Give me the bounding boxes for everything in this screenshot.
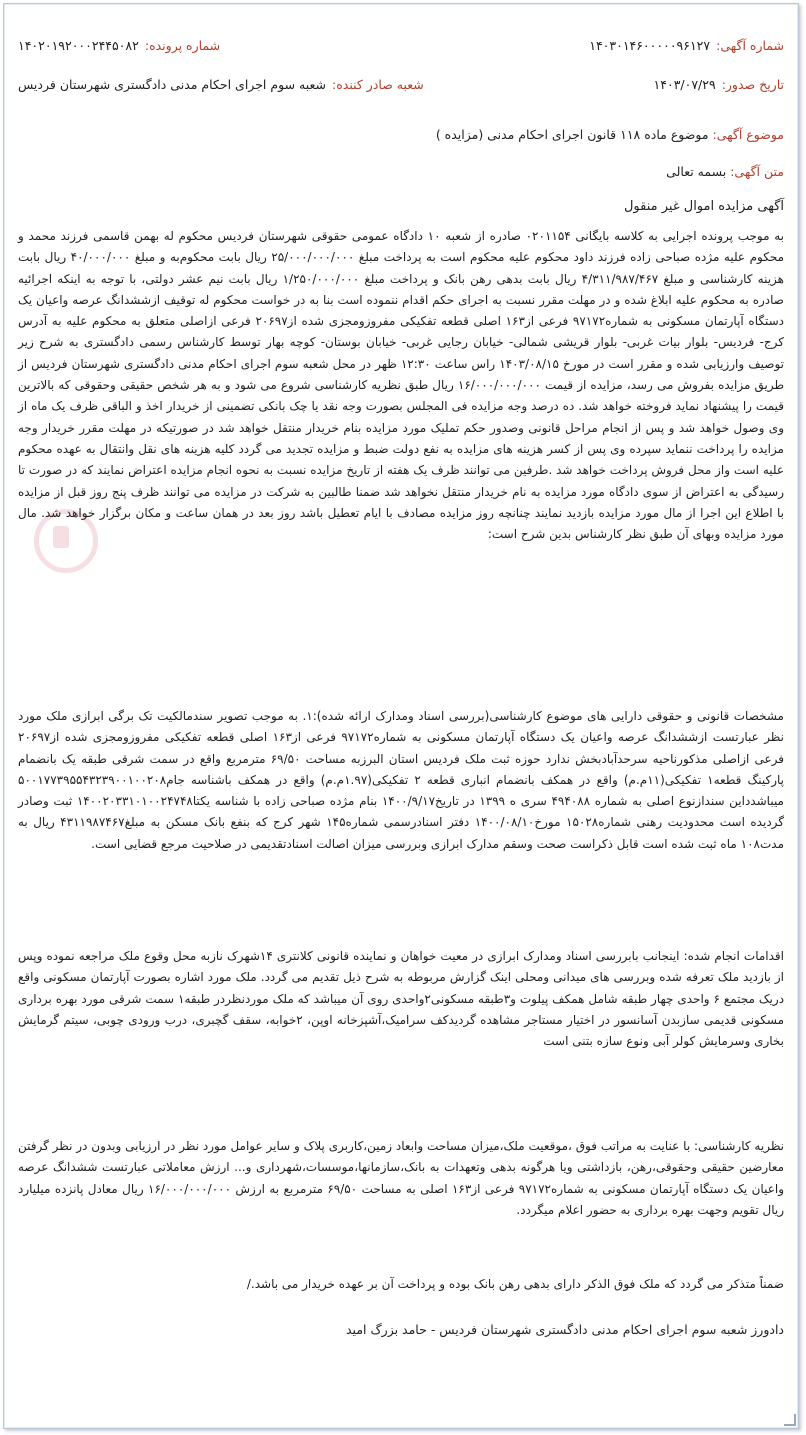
- case-number-label: شماره پرونده:: [144, 38, 221, 53]
- basmala: بسمه تعالی: [666, 164, 727, 179]
- resize-corner-icon: [784, 1414, 796, 1426]
- paragraph-legal-specs: مشخصات قانونی و حقوقی دارایی های موضوع کارشناسی(بررسی اسناد ومدارک ارائه شده):۱. به موجب تصویر سندمالکیت تک برگی ابرازی ملک مورد نظر عبارتست ازششدانگ عرصه واعیان یک دستگاه آپارتمان مسکونی به شماره۹۷۱۷۲ فرعی از۱۶۳ اصلی قطعه تفکیکی مفروزومجزی شده از۲۰۶۹۷ فرعی ازاصلی مذکورناحیه سرحدآبادبخش ندارد حوزه ثبت ملک فردیس استان البرزبه مساحت ۶۹/۵۰ مترمربع واقع در سمت شرقی طبقه یک بانضمام پارکینگ قطعه۱ تفکیکی(۱۱م.م) واقع در همکف بانضمام انباری قطعه ۲ تفکیکی(۱.۹۷م.م) واقع در همکف باشناسه جام۵۰۰۱۷۷۳۹۵۵۴۳۲۳۹۰۰۱۰۰۲۰۸ میباشدداین سندازنوع اصلی به شماره ۴۹۴۰۸۸ سری ه ۱۳۹۹ در تاریخ۱۴۰۰/۹/۱۷ بنام مژده صباحی زاده با شناسه یکتا۱۴۰۰۲۰۳۳۱۰۱۰۰۲۴۷۴۸ ثبت وصادر گردیده است محدودیت رهنی شماره۱۵۰۲۸ مورخ۱۴۰۰/۰۸/۱۰ دفتر اسنادرسمی شماره۱۴۵ شهر کرج که بنفع بانک مسکن به مبلغ۴۳۱۱۹۸۷۴۶۷ ریال به مدت۱۰۸ ماه ثبت شده است قابل ذکراست صحت وسقم مدارک ابرازی وبررسی میزان اصالت اسنادتقدیمی در صلاحیت مرجع قضایی است.: [18, 709, 785, 851]
- header-row-issuer: [18, 77, 784, 92]
- subject-value: موضوع ماده ۱۱۸ قانون اجرای احکام مدنی (مزایده ): [435, 127, 709, 142]
- case-number-value: ۱۴۰۲۰۱۹۲۰۰۰۲۴۴۵۰۸۲: [18, 38, 139, 53]
- paragraph-auction-terms: به موجب پرونده اجرایی به کلاسه بایگانی ۰۲۰۱۱۵۴ صادره از شعبه ۱۰ دادگاه عمومی حقوقی شهرستان فردیس محکوم له بهمن قاسمی فرزند محمد و محکوم علیه مژده صباحی زاده فرزند داود محکوم علیه محکوم است به پرداخت مبلغ ۲۵/۰۰۰/۰۰۰/۰۰۰ ریال بابت محکوم‌به و مبلغ ۴۰/۰۰۰/۰۰۰ ریال بابت هزینه کارشناسی و مبلغ ۴/۳۱۱/۹۸۷/۴۶۷ ریال بابت بدهی رهن بانک و پرداخت مبلغ ۱/۲۵۰/۰۰۰/۰۰۰ ریال بابت نیم عشر دولتی، با توجه به اینکه اجرائیه صادره به محکوم علیه ابلاغ شده و در مهلت مقرر نسبت به اجرای حکم اقدام ننموده است بنا به در خواست محکوم له توقیف ازششدانگ عرصه واعیان یک دستگاه آپارتمان مسکونی به شماره۹۷۱۷۲ فرعی از۱۶۳ اصلی قطعه تفکیکی مفروزومجزی شده از۲۰۶۹۷ فرعی ازاصلی متعلق به محکوم علیه به آدرس کرج- فردیس- بلوار بیات غربی- بلوار قریشی شمالی- خیابان رجایی غربی- خیابان بوستان- کوچه بهار توسط کارشناس رسمی دادگستری به شرح زیر توصیف وارزیابی شده و مقرر است در مورخ ۱۴۰۳/۰۸/۱۵ راس ساعت ۱۲:۳۰ ظهر در محل شعبه سوم اجرای احکام مدنی دادگستری شهرستان فردیس از طریق مزایده بفروش می رسد، مزایده از قیمت ۱۶/۰۰۰/۰۰۰/۰۰۰ ریال طبق نظریه کارشناسی شروع می شود و به هر شخص حقیقی وحقوقی که بالاترین قیمت را پیشنهاد نماید فروخته خواهد شد. ده درصد وجه مزایده فی المجلس بصورت وجه نقد یا چک بانکی تضمینی از خریدار اخذ و الباقی ظرف یک ماه از وی وصول خواهد شد و پس از انجام مراحل قانونی وصدور حکم تملیک مورد مزایده بنام خریدار منتقل خواهد شد در صورتیکه در مهلت مقرر خریدار وجه مزایده را پرداخت ننماید سپرده وی پس از کسر هزینه های مزایده به نفع دولت ضبط و مزایده تجدید می گردد کلیه هزینه های نقل وانتقال به عهده محکوم علیه است واز محل فروش پرداخت خواهد شد .طرفین می توانند ظرف یک هفته از تاریخ مزایده نسبت به نحوه انجام مزایده اعتراض نمایند که در صورت تا رسیدگی به اعتراض از سوی دادگاه مورد مزایده به نام خریدار منتقل نخواهد شد ضمنا طالبین به شرکت در مزایده می توانند ظرف پنج روز قبل از مزایده با اطلاع این اجرا از مال مورد مزایده بازدید نمایند چنانچه روز مزایده مصادف با ایام تعطیل باشد روز بعد در همان ساعت و مکان برگزار خواهد شد. مال مورد مزایده وبهای آن طبق نظر کارشناس بدین شرح است:: [18, 229, 785, 542]
- ad-document: [3, 3, 799, 1429]
- text-label-line: [18, 164, 784, 179]
- ad-number-field: [589, 38, 784, 53]
- ad-number-value: ۱۴۰۳۰۱۴۶۰۰۰۰۰۹۶۱۲۷: [589, 38, 711, 53]
- subject-label: موضوع آگهی:: [712, 127, 784, 142]
- signer-line: دادورز شعبه سوم اجرای احکام مدنی دادگستری شهرستان فردیس - حامد بزرگ امید: [346, 1322, 784, 1337]
- issue-date-value: ۱۴۰۳/۰۷/۲۹: [653, 77, 716, 92]
- issue-date-field: [654, 77, 784, 92]
- subject-line: [18, 127, 784, 142]
- paragraph-actions-taken: اقدامات انجام شده: اینجانب بابررسی اسناد ومدارک ابرازی در معیت خواهان و نماینده قانونی کلانتری ۱۴شهرک نازبه محل وقوع ملک مراجعه نموده وپس از بازدید ملک تعرفه شده وبررسی های میدانی ومحلی اینک گزارش مربوطه به شرح ذیل تقدیم می گردد. ملک مورد اشاره بصورت آپارتمان مسکونی واقع دریک مجتمع ۶ واحدی چهار طبقه شامل همکف پیلوت و۳طبقه مسکونی۲واحدی روی آن میباشد که ملک موردنظردر طبقه۱ سمت شرقی مورد بهره برداری مسکونی قدیمی سازبدن آسانسور در اختیار مستاجر مشاهده گردیدکف سرامیک،آشپزخانه اوپن، ۲خوابه، سقف گچبری، درب ورودی چوبی، سیتم گرمایش بخاری وسرمایش کولر آبی ونوع سازه بتنی است: [18, 949, 785, 1049]
- issue-date-label: تاریخ صدور:: [721, 77, 784, 92]
- header-row-numbers: [18, 38, 784, 53]
- issuer-label: شعبه صادر کننده:: [332, 77, 424, 92]
- text-label: متن آگهی:: [730, 164, 784, 179]
- case-number-field: [18, 38, 220, 53]
- ad-title: آگهی مزایده اموال غیر منقول: [623, 199, 784, 214]
- issuer-value: شعبه سوم اجرای احکام مدنی دادگستری شهرستان فردیس: [18, 77, 327, 92]
- paragraph-note: ضمناً متذکر می گردد که ملک فوق الذکر دارای بدهی رهن بانک بوده و پرداخت آن بر عهده خریدار می باشد./: [246, 1277, 784, 1291]
- issuer-field: [18, 77, 424, 92]
- paragraph-expert-opinion: نظریه کارشناسی: با عنایت به مراتب فوق ،موقعیت ملک،میزان مساحت وابعاد زمین،کاربری پلاک و سایر عوامل مورد نظر در ارزیابی وبدون در نظر گرفتن معارضین حقیقی وحقوقی،رهن، بازداشتی ویا هرگونه بدهی وتعهدات به بانک،سازمانها،موسسات،شهرداری و... ارزش معاملاتی عبارتست ششدانگ عرصه واعیان یک دستگاه آپارتمان مسکونی به شماره۹۷۱۷۲ فرعی از۱۶۳ اصلی به مساحت ۶۹/۵۰ مترمربع به ارزش ۱۶/۰۰۰/۰۰۰/۰۰۰ ریال معادل پانزده میلیارد ریال تقویم وجهت بهره برداری به حضور اعلام میگردد.: [18, 1139, 784, 1217]
- ad-number-label: شماره آگهی:: [716, 38, 784, 53]
